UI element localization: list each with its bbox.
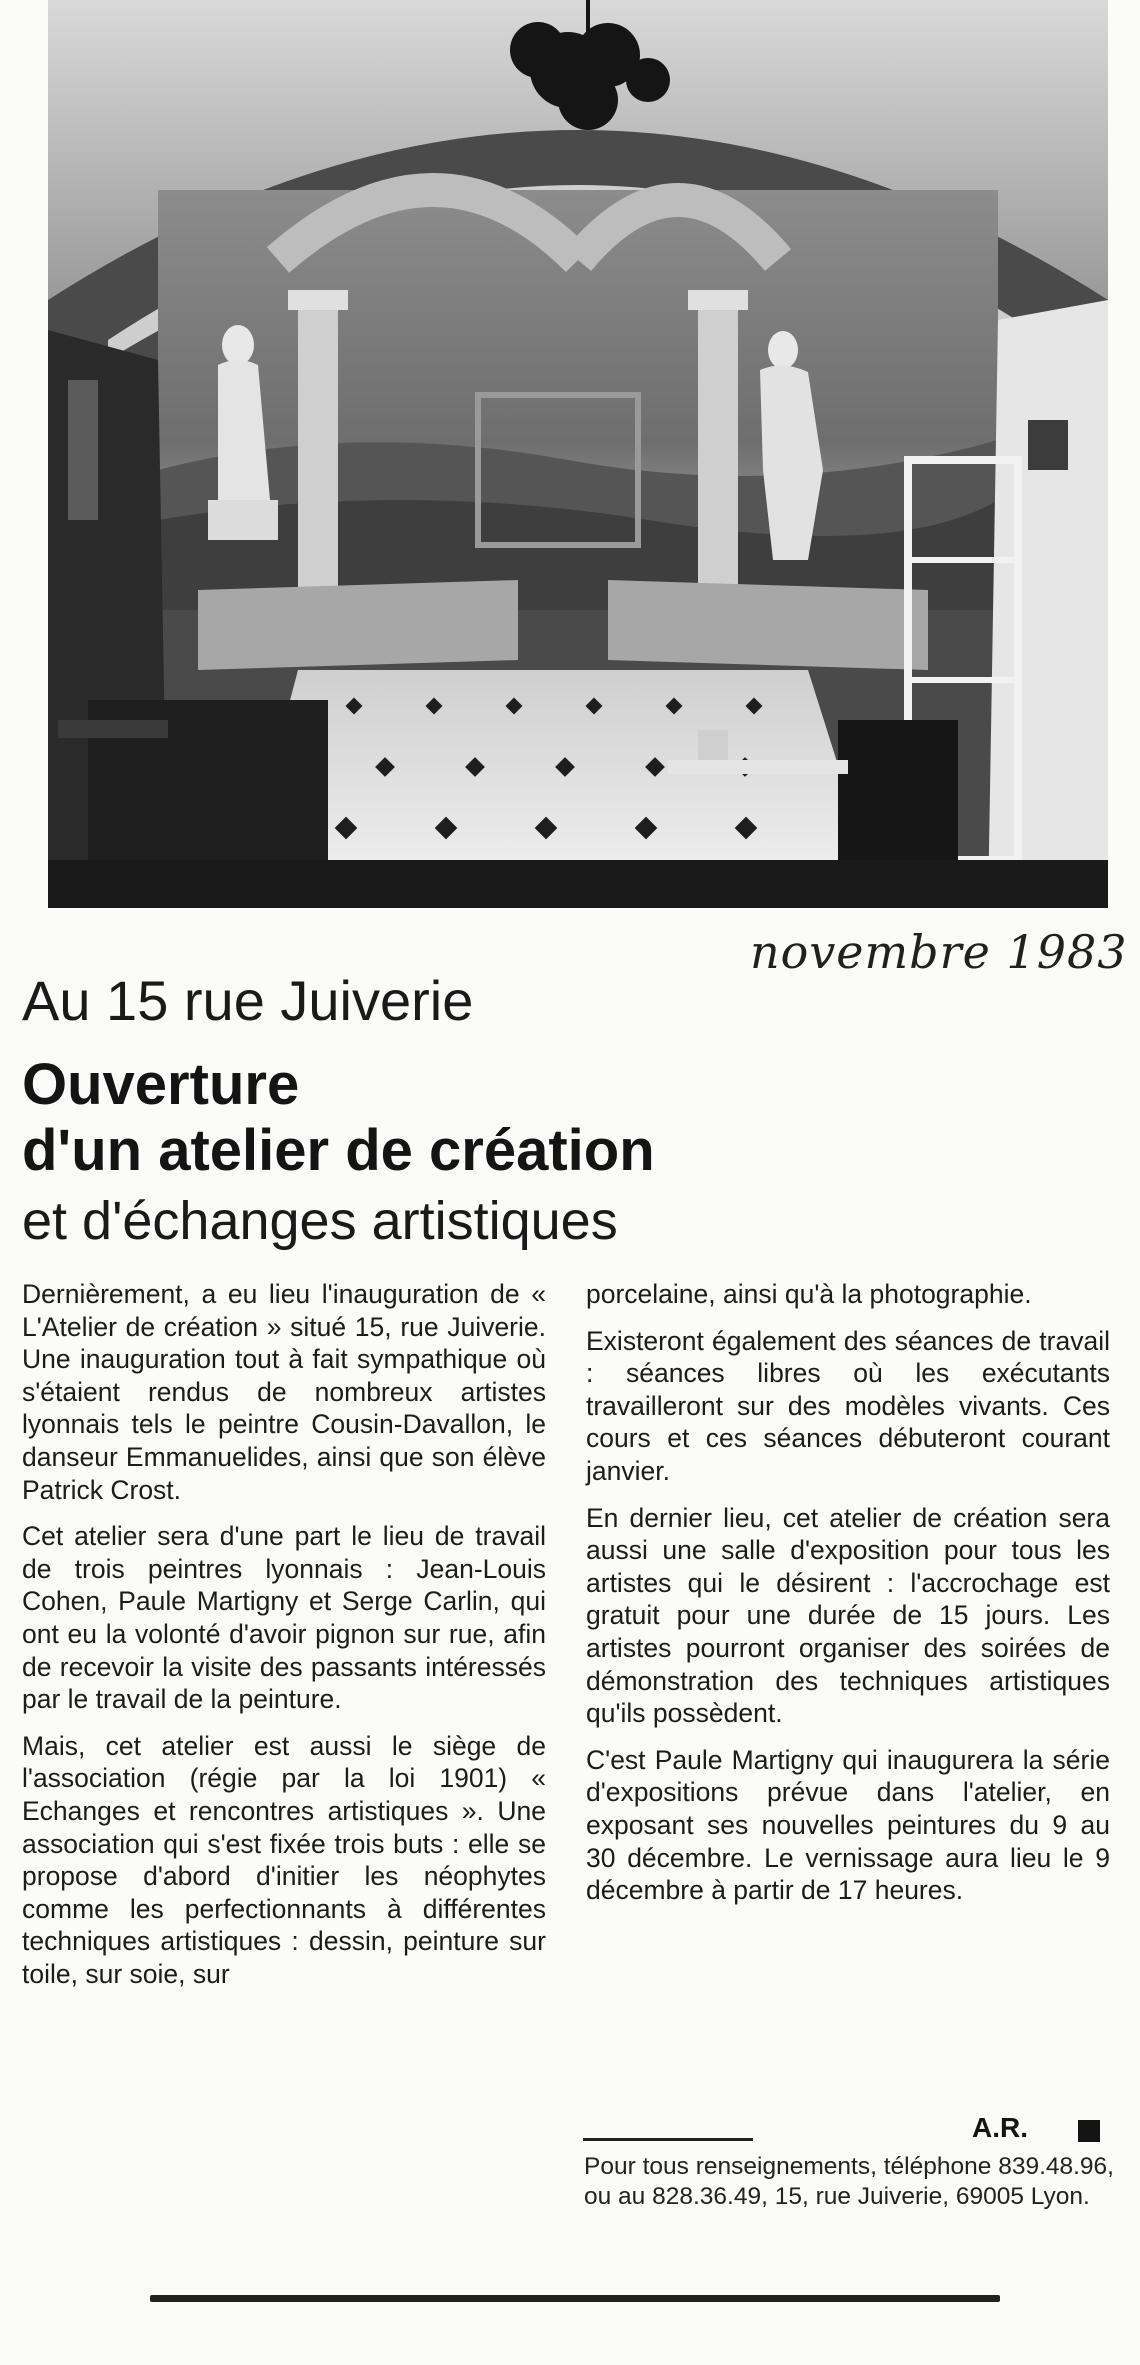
paragraph: Cet atelier sera d'une part le lieu de travail de trois peintres lyonnais : Jean-Louis Cohen, Paule Martigny et Serge Carlin, qui ont eu la volonté d'avoir pignon sur rue, afin de recevoir la visite des passants intéressés par le travail de la peinture. (22, 1521, 546, 1715)
atelier-photograph (48, 0, 1108, 908)
article-subhead: et d'échanges artistiques (22, 1191, 618, 1251)
body-column-right (586, 1278, 1110, 1921)
bottom-rule (150, 2295, 1000, 2302)
article-kicker: Au 15 rue Juiverie (22, 969, 474, 1032)
paragraph: porcelaine, ainsi qu'à la photographie. (586, 1279, 1032, 1309)
end-mark-square (1078, 2120, 1100, 2142)
paragraph: Mais, cet atelier est aussi le siège de l'association (régie par la loi 1901) « Echanges et rencontres artistiques ». Une association qui s'est fixée trois buts : elle se propose d'abord d'initier les néophytes comme les perfectionnants à différentes techniques artistiques : dessin, peinture sur toile, sur soie, sur (22, 1730, 546, 1989)
author-signature: A.R. (972, 2112, 1028, 2143)
paragraph: En dernier lieu, cet atelier de création sera aussi une salle d'exposition pour tous les artistes qui le désirent : l'accrochage est gratuit pour une durée de 15 jours. Les artistes pourront organiser des soirées de démonstration des techniques artistiques qu'ils possèdent. (586, 1502, 1110, 1729)
paragraph: C'est Paule Martigny qui inaugurera la série d'expositions prévue dans l'atelier, en exposant ses nouvelles peintures du 9 au 30 décembre. Le vernissage aura lieu le 9 décembre à partir de 17 heures. (586, 1744, 1110, 1906)
headline-line-2: d'un atelier de création (22, 1118, 655, 1183)
atelier-photograph-drawing (48, 0, 1108, 908)
paragraph: Dernièrement, a eu lieu l'inauguration de « L'Atelier de création » situé 15, rue Juiverie. Une inauguration tout à fait sympathique où s'étaient rendus de nombreux artistes lyonnais tels le peintre Cousin-Davallon, le danseur Emmanuelides, ainsi que son élève Patrick Crost. (22, 1279, 546, 1505)
headline-line-1: Ouverture (22, 1052, 300, 1117)
info-divider (583, 2138, 753, 2141)
info-box: Pour tous renseignements, téléphone 839.48.96, ou au 828.36.49, 15, rue Juiverie, 69005 Lyon. (584, 2153, 1114, 2210)
paragraph: Existeront également des séances de travail : séances libres où les exécutants travailleront sur des modèles vivants. Ces cours et ces séances débuteront courant janvier. (586, 1325, 1110, 1486)
article-headline (22, 1052, 1082, 1184)
handwritten-date: novembre 1983 (750, 925, 1128, 979)
body-column-left (22, 1278, 546, 2004)
